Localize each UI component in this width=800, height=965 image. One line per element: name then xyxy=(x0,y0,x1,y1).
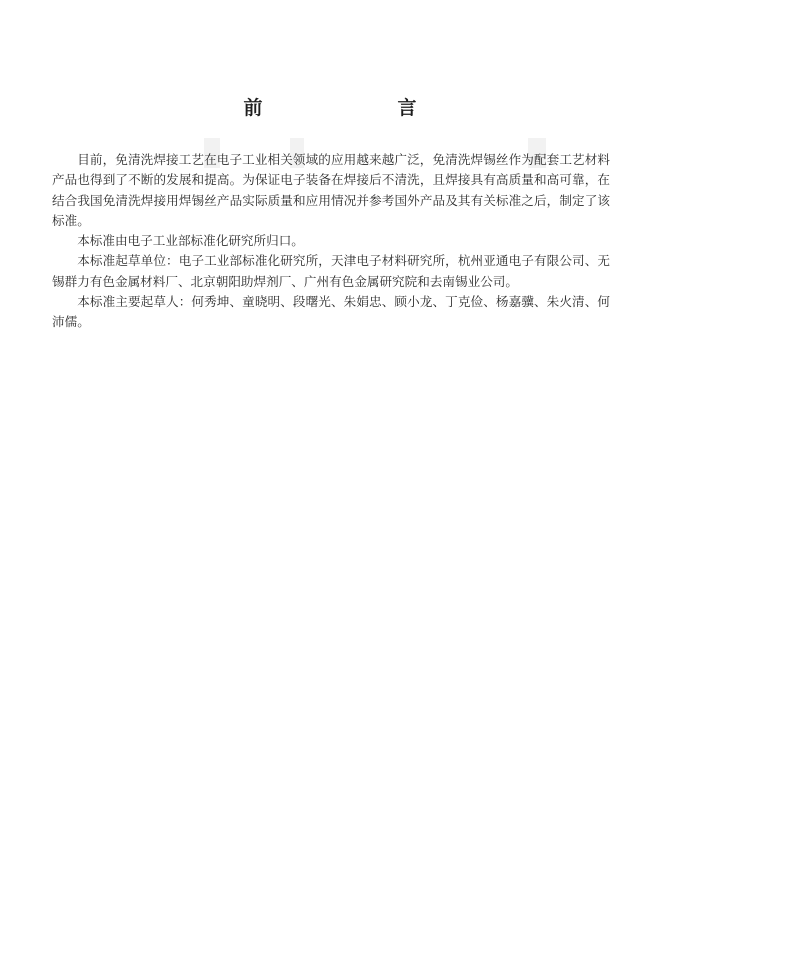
paragraph-drafters: 本标准主要起草人：何秀坤、童晓明、段曙光、朱娟忠、顾小龙、丁克俭、杨嘉骥、朱火清、何沛儒。 xyxy=(52,294,610,330)
paragraph-drafting-units: 本标准起草单位：电子工业部标准化研究所，天津电子材料研究所，杭州亚通电子有限公司、无锡群力有色金属材料厂、北京朝阳助焊剂厂、广州有色金属研究院和去南锡业公司。 xyxy=(52,253,610,289)
paragraph-background: 目前，免清洗焊接工艺在电子工业相关领域的应用越来越广泛，免清洗焊锡丝作为配套工艺材料产品也得到了不断的发展和提高。为保证电子装备在焊接后不清洗，且焊接具有高质量和高可靠，在结合我国免清洗焊接用焊锡丝产品实际质量和应用情况并参考国外产品及其有关标准之后，制定了该标准。 xyxy=(52,152,610,228)
paragraph-responsible-unit: 本标准由电子工业部标准化研究所归口。 xyxy=(77,233,304,249)
page-title: 前 言 xyxy=(243,97,475,119)
preface-body xyxy=(52,150,610,333)
